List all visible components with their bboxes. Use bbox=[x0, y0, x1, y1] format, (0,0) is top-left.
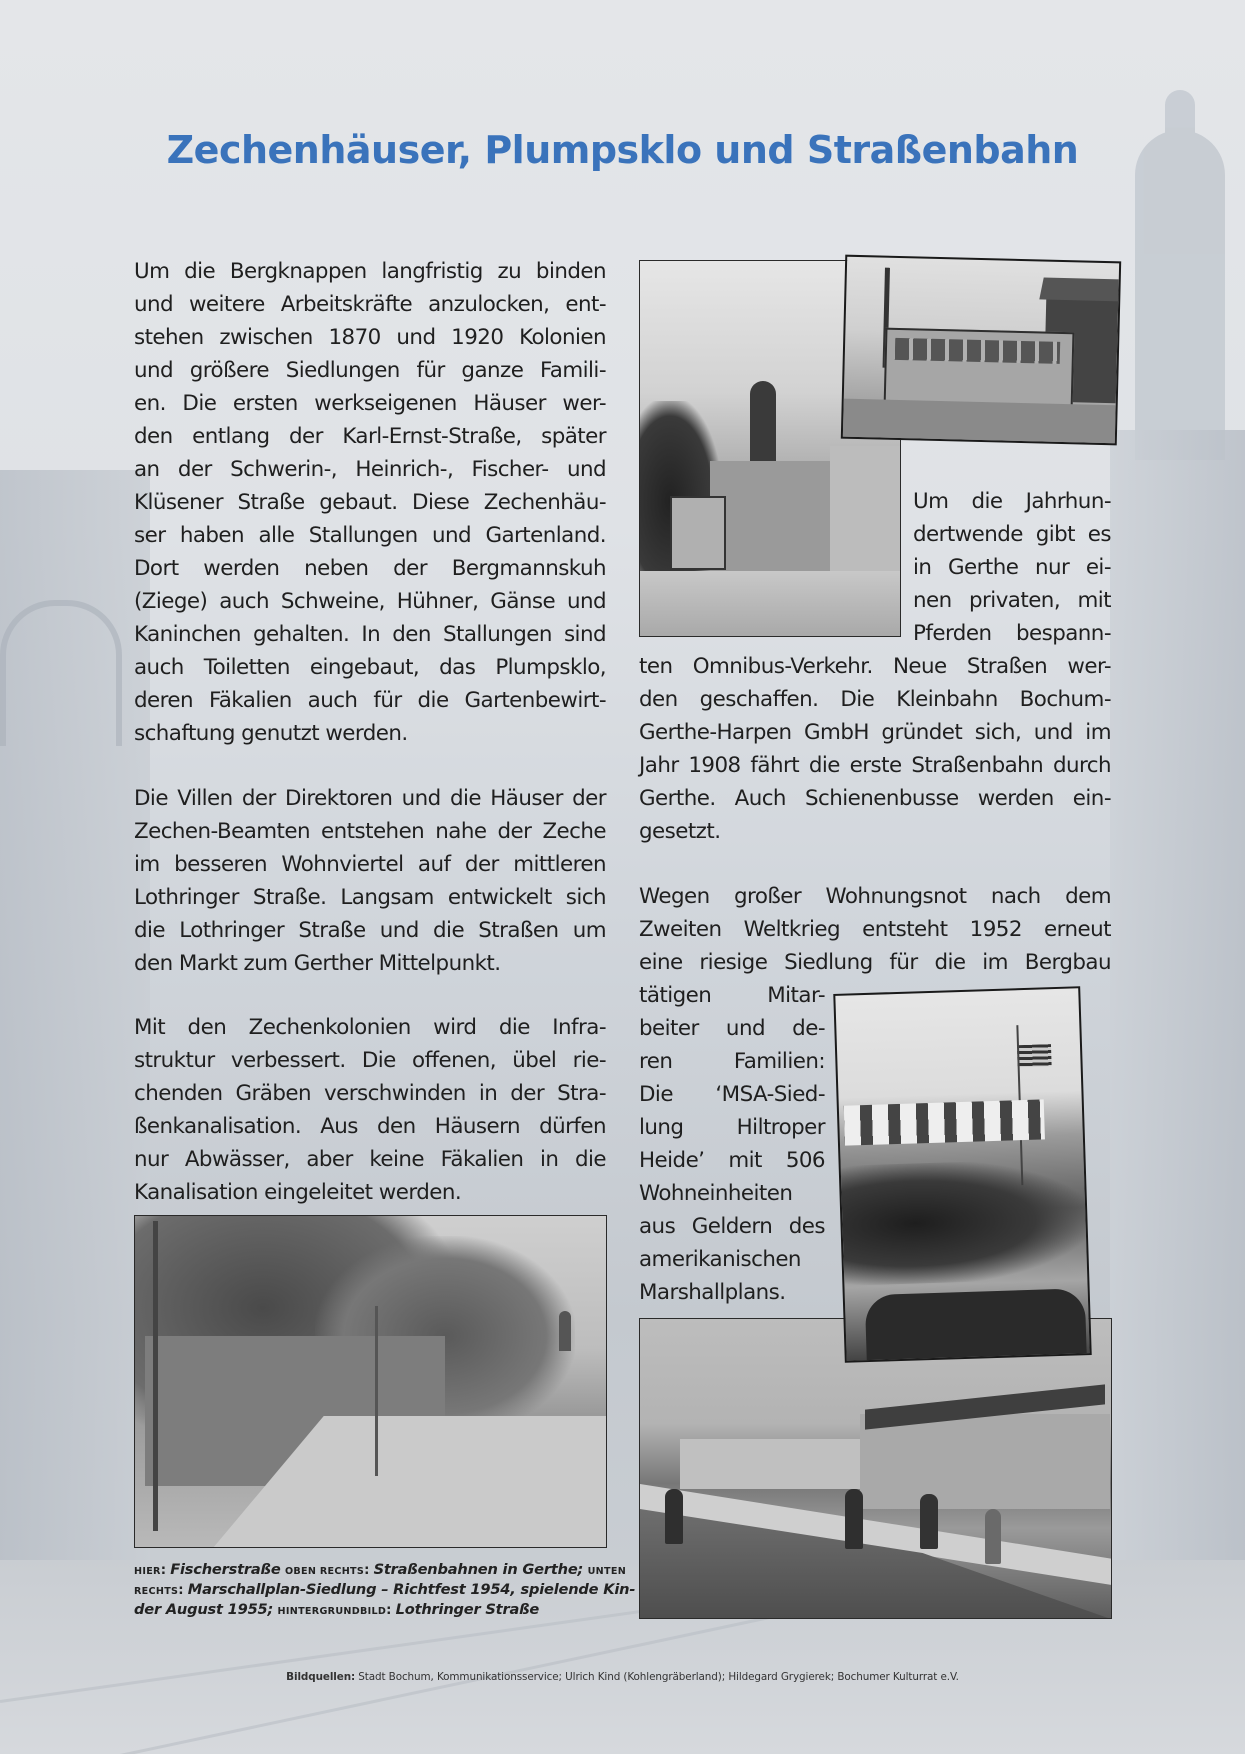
text-line: amerikanischen bbox=[639, 1247, 801, 1272]
caption-label: RECHTS bbox=[134, 1586, 179, 1597]
photo-lamp-post bbox=[375, 1306, 378, 1476]
photo-building-under-construction bbox=[844, 1099, 1045, 1145]
photo-tram bbox=[670, 496, 726, 570]
text-line: Wohneinheiten bbox=[639, 1181, 793, 1206]
text-line: Wegen großer Wohnungsnot nach dem bbox=[639, 884, 1111, 909]
image-credits bbox=[0, 1671, 1245, 1683]
photo-caption bbox=[134, 1560, 636, 1624]
text-line: ßenkanalisation. Aus den Häusern dürfen bbox=[134, 1114, 606, 1139]
text-line: schaftung genutzt werden. bbox=[134, 721, 408, 746]
photo-fischerstrasse bbox=[134, 1215, 607, 1548]
text-line: Die ‘MSA-Sied- bbox=[639, 1082, 825, 1107]
text-line: in Gerthe nur ei- bbox=[913, 555, 1111, 580]
photo-spielende-kinder-1955 bbox=[639, 1318, 1112, 1619]
text-line: Klüsener Straße gebaut. Diese Zechenhäu- bbox=[134, 490, 606, 515]
photo-child bbox=[665, 1489, 683, 1544]
photo-building bbox=[830, 446, 900, 571]
photo-church-spire bbox=[559, 1311, 571, 1351]
text-line: chenden Gräben verschwinden in der Stra- bbox=[134, 1081, 606, 1106]
photo-lamp-post bbox=[153, 1221, 158, 1531]
text-line: nur Abwässer, aber keine Fäkalien in die bbox=[134, 1147, 606, 1172]
caption-text: Lothringer Straße bbox=[395, 1601, 540, 1618]
caption-label: OBEN RECHTS bbox=[284, 1566, 365, 1577]
text-line: Lothringer Straße. Langsam entwickelt sich bbox=[134, 885, 606, 910]
caption-separator: : bbox=[364, 1563, 370, 1578]
text-line: stehen zwischen 1870 und 1920 Kolonien bbox=[134, 325, 606, 350]
text-line: eine riesige Siedlung für die im Bergbau bbox=[639, 950, 1111, 975]
text-line: Marshallplans. bbox=[639, 1280, 786, 1305]
page-title: Zechenhäuser, Plumpsklo und Straßenbahn bbox=[166, 128, 1079, 172]
text-line: Zweiten Weltkrieg entsteht 1952 erneut bbox=[639, 917, 1111, 942]
caption-separator: : bbox=[160, 1563, 166, 1578]
text-line: die Lothringer Straße und die Straßen um bbox=[134, 918, 606, 943]
photo-child bbox=[920, 1494, 938, 1549]
text-line: deren Fäkalien auch für die Gartenbewirt- bbox=[134, 688, 606, 713]
background-arch-window bbox=[0, 600, 122, 746]
text-line: lung Hiltroper bbox=[639, 1115, 825, 1140]
photo-street bbox=[640, 571, 900, 636]
text-line: auch Toiletten eingebaut, das Plumpsklo, bbox=[134, 655, 606, 680]
text-line: und größere Siedlungen für ganze Famili- bbox=[134, 358, 606, 383]
text-line: ren Familien: bbox=[639, 1049, 825, 1074]
photo-crowd bbox=[865, 1288, 1087, 1360]
photo-houses bbox=[680, 1439, 860, 1489]
background-building-right bbox=[1110, 430, 1245, 1580]
text-line: Jahr 1908 fährt die erste Straßenbahn durch bbox=[639, 753, 1111, 778]
caption-label: HINTERGRUNDBILD bbox=[277, 1606, 387, 1617]
text-line: dertwende gibt es bbox=[913, 522, 1111, 547]
text-line: aus Geldern des bbox=[639, 1214, 825, 1239]
credits-label: Bildquellen: bbox=[286, 1671, 356, 1683]
text-line: im besseren Wohnviertel auf der mittleren bbox=[134, 852, 606, 877]
photo-houses bbox=[860, 1414, 1110, 1509]
caption-label: HIER bbox=[134, 1566, 161, 1577]
credits-text: Stadt Bochum, Kommunikationsservice; Ulrich Kind (Kohlengräberland); Hildegard Grygierek; Bochumer Kulturrat e.V. bbox=[358, 1671, 959, 1683]
caption-text: Straßenbahnen in Gerthe; bbox=[373, 1561, 584, 1578]
text-line: Gerthe. Auch Schienenbusse werden ein- bbox=[639, 786, 1111, 811]
text-line: Kanalisation eingeleitet werden. bbox=[134, 1180, 462, 1205]
text-line: Dort werden neben der Bergmannskuh bbox=[134, 556, 606, 581]
text-line: und weitere Arbeitskräfte anzulocken, ent- bbox=[134, 292, 606, 317]
text-line: gesetzt. bbox=[639, 819, 721, 844]
photo-flag bbox=[1017, 1044, 1052, 1067]
text-line: Heide’ mit 506 bbox=[639, 1148, 825, 1173]
caption-text: der August 1955; bbox=[134, 1601, 274, 1618]
text-line: (Ziege) auch Schweine, Hühner, Gänse und bbox=[134, 589, 606, 614]
text-line: Pferden bespann- bbox=[913, 621, 1111, 646]
caption-label: UNTEN bbox=[587, 1566, 627, 1577]
text-line: ten Omnibus-Verkehr. Neue Straßen wer- bbox=[639, 654, 1111, 679]
caption-separator: : bbox=[386, 1603, 392, 1618]
text-line: nen privaten, mit bbox=[913, 588, 1111, 613]
text-line: den geschaffen. Die Kleinbahn Bochum- bbox=[639, 687, 1111, 712]
background-church-tower bbox=[1135, 130, 1225, 460]
photo-crowd bbox=[841, 1158, 1088, 1286]
text-line: tätigen Mitar- bbox=[639, 983, 825, 1008]
text-line: Um die Bergknappen langfristig zu binden bbox=[134, 259, 606, 284]
text-line: Zechen-Beamten entstehen nahe der Zeche bbox=[134, 819, 606, 844]
photo-depot-roof bbox=[1039, 278, 1121, 302]
text-line: Die Villen der Direktoren und die Häuser der bbox=[134, 786, 606, 811]
photo-street bbox=[843, 399, 1116, 446]
photo-tram-windows bbox=[895, 338, 1060, 364]
text-line: struktur verbessert. Die offenen, übel rie- bbox=[134, 1048, 606, 1073]
caption-text: Fischerstraße bbox=[170, 1561, 281, 1578]
text-line: ser haben alle Stallungen und Gartenland. bbox=[134, 523, 606, 548]
text-line: Mit den Zechenkolonien wird die Infra- bbox=[134, 1015, 606, 1040]
text-line: den entlang der Karl-Ernst-Straße, später bbox=[134, 424, 606, 449]
text-line: Um die Jahrhun- bbox=[913, 489, 1111, 514]
photo-strassenbahn-depot bbox=[841, 255, 1121, 446]
caption-text: Marschallplan-Siedlung – Richtfest 1954, spielende Kin- bbox=[187, 1581, 636, 1598]
text-line: en. Die ersten werkseigenen Häuser wer- bbox=[134, 391, 606, 416]
text-line: Gerthe-Harpen GmbH gründet sich, und im bbox=[639, 720, 1111, 745]
caption-separator: : bbox=[178, 1583, 184, 1598]
text-line: an der Schwerin-, Heinrich-, Fischer- und bbox=[134, 457, 606, 482]
text-line: Kaninchen gehalten. In den Stallungen sind bbox=[134, 622, 606, 647]
photo-richtfest-1954 bbox=[833, 986, 1091, 1363]
text-line: den Markt zum Gerther Mittelpunkt. bbox=[134, 951, 501, 976]
photo-child bbox=[985, 1509, 1001, 1564]
text-line: beiter und de- bbox=[639, 1016, 825, 1041]
photo-child bbox=[845, 1489, 863, 1549]
